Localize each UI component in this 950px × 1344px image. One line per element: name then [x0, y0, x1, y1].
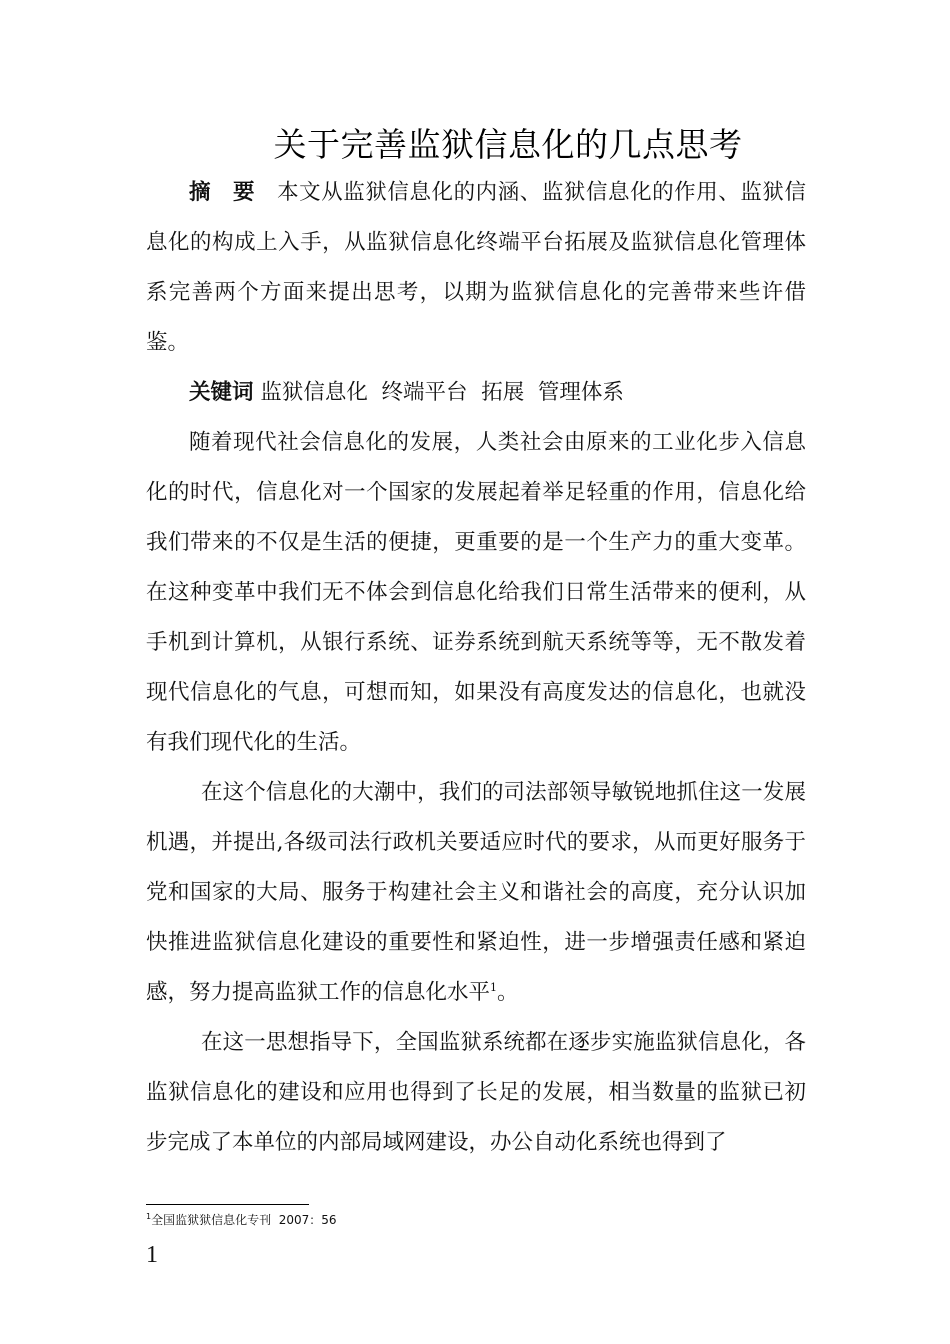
keywords-label: 关键词	[189, 380, 254, 405]
body-text	[146, 168, 806, 1168]
footnote-reference[interactable]: 1	[490, 980, 498, 994]
page-number: 1	[146, 1242, 158, 1268]
footnote-separator	[146, 1204, 309, 1205]
body-paragraph-2-text: 在这个信息化的大潮中，我们的司法部领导敏锐地抓住这一发展机遇，并提出,各级司法行政机关要适应时代的要求，从而更好服务于党和国家的大局、服务于构建社会主义和谐社会的高度，充分认识加快推进监狱信息化建设的重要性和紧迫性，进一步增强责任感和紧迫感，努力提高监狱工作的信息化水平	[146, 780, 806, 1005]
abstract-text: 本文从监狱信息化的内涵、监狱信息化的作用、监狱信息化的构成上入手，从监狱信息化终端平台拓展及监狱信息化管理体系完善两个方面来提出思考，以期为监狱信息化的完善带来些许借鉴。	[146, 180, 806, 355]
body-paragraph-2	[146, 768, 806, 1018]
document-title: 关于完善监狱信息化的几点思考	[273, 125, 743, 164]
footnote-text: 全国监狱狱信息化专刊 2007：56	[151, 1213, 337, 1227]
abstract-paragraph	[146, 168, 806, 368]
keywords-paragraph	[146, 368, 806, 418]
body-paragraph-2-end: 。	[497, 980, 519, 1005]
body-paragraph-1: 随着现代社会信息化的发展，人类社会由原来的工业化步入信息化的时代，信息化对一个国家的发展起着举足轻重的作用，信息化给我们带来的不仅是生活的便捷，更重要的是一个生产力的重大变革。在这种变革中我们无不体会到信息化给我们日常生活带来的便利，从手机到计算机，从银行系统、证券系统到航天系统等等，无不散发着现代信息化的气息，可想而知，如果没有高度发达的信息化，也就没有我们现代化的生活。	[146, 430, 806, 755]
footnote-mark: 1	[146, 1212, 152, 1221]
body-paragraph-3: 在这一思想指导下，全国监狱系统都在逐步实施监狱信息化，各监狱信息化的建设和应用也得到了长足的发展，相当数量的监狱已初步完成了本单位的内部局域网建设，办公自动化系统也得到了	[146, 1030, 806, 1155]
keywords-text: 监狱信息化 终端平台 拓展 管理体系	[260, 380, 624, 405]
footnote	[146, 1211, 337, 1229]
abstract-label: 摘要	[189, 180, 278, 205]
